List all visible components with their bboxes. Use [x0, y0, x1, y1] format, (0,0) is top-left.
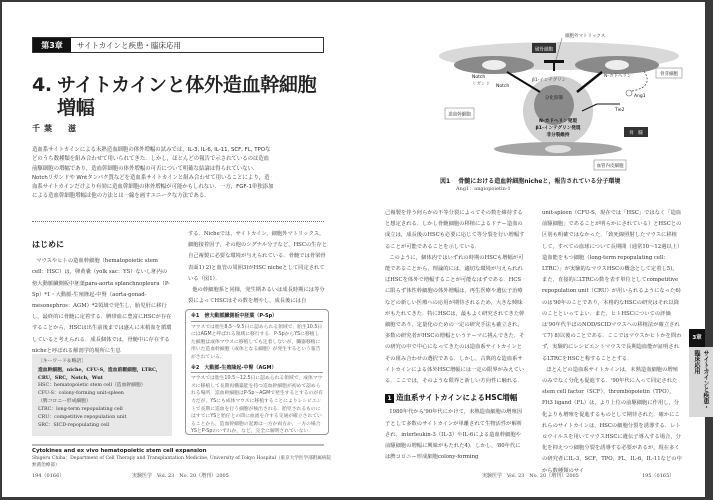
- journal-spread: [2, 2, 709, 497]
- label-osteoblast: 骨芽細胞: [660, 72, 678, 77]
- column-2: [188, 229, 328, 307]
- body-paragraph: 1980年代から'90年代にかけて，未熟造血細胞の増殖因子として多数のサイトカインが単離されて生物活性が解析され，interleukin-3（IL-3）やIL-6による造血幹細胞や前駆細胞の増幅に興味がもたれた4)．しかし，'80年代には脾コロニー形成細胞colony-forming: [385, 409, 523, 461]
- keywords-terms: 造血幹細胞，niche，CFU-S，造血前駆細胞，LTRC，CRU，SRC，Notch，Wnt: [38, 367, 161, 381]
- label-ang1: Ang1: [634, 94, 646, 99]
- note-text: マウスでは胎生10.5～12.5日に認められる領域で，成体マウスに移植して長期再構築能を持つ造血幹細胞が初めて認められる場所．造血幹細胞はP-Sp～AGMで発生するとするのが有力だが，YSにも成体マウスに移植することによりレシピエントで長期に造血を行う細胞が検出される．胎児されるものにはすでにYSと胎仔との間に血流を介する交通が確立されていることから，造血幹細胞の起源は一方か両方か，一方の場合YSとP-Spのいずれか，など，完全に解明されていない．: [191, 376, 323, 435]
- ecm-bar: [544, 60, 564, 63]
- body-paragraph: このように，個体内ではいずれの時期のHSCも増幅が可能であることから，理論的には，適切な環境が与えられればHSCを体外で増幅することが可能なはずである．HCSに限らず体性幹細胞の体外増幅は，再生医療や遺伝子治療などの新しい医療への応用が期待されるため，大きな興味がもたれてきた．特にHSCは，最もよく研究されてきた幹細胞であり，定量化のための一定の研究手法も確立され，多数の研究者がHSCの増幅というテーマに挑んできた．その研究の中で中心になってきたのは造血系サイトカインとその組み合わせの選択である．しかし，古典的な造血系サイトカインによる体外HSC増幅には一定の限界がみえている．ここでは，そのような限界と新しい方向性に触れる．: [385, 254, 525, 385]
- note-text: マウスでは胎生8.5～9.5日に認められる領域で，胎生10.5日にはAGMと呼ばれる領域に移行する．P-SpからYSに移植した細胞は成体マウスに移植しても定着しないが，臓器移植に用いた造血幹細胞（成体となる細胞）が発生するという報告がされている．: [191, 324, 323, 360]
- label-inner1: 分化抑制: [544, 96, 564, 101]
- article-number: 4.: [32, 74, 52, 96]
- label-inner2: N-カドヘリン発現: [539, 119, 577, 124]
- section-heading-1: [385, 392, 525, 403]
- abstract: 造血系サイトカインによる未熟造血細胞の体外増幅の試みでは，IL-3, IL-6, IL-11, SCF, FL, TPOなどのうち数種類を組み合わせて用いられてきた．しかし，ほとんどの報告で示されているのは造血前駆細胞の増幅であり，造血幹細胞の体外増幅の可否について明確な結論は得られていない．Notchリガンドや Wntタンパク質などを造血系サイトカインと組み合わせて用いることにより，造血系サイトカインだけより有効に造血幹細胞の体外増幅が可能かもしれない．一方，FGF-1単独添加による造血幹細胞増幅は他の方法とは一線を画すユニークな方法である．: [32, 147, 274, 200]
- section-heading-intro: はじめに: [32, 240, 64, 249]
- english-title: Cytokines and ex vivo hematopoietic stem cell expansion: [32, 448, 207, 454]
- section-title: 造血系サイトカインによるHSC増幅: [396, 393, 518, 403]
- page-number-left: 194（0166）: [32, 473, 65, 479]
- keywords-box: [32, 354, 172, 436]
- label-endothelial: 血管内皮細胞: [596, 164, 624, 169]
- abbr-item: CRU：competitive repopulation unit: [38, 415, 127, 420]
- label-osteoclast: 破骨細胞: [535, 47, 553, 53]
- article-title-line2: 増幅: [57, 97, 95, 119]
- keywords-header: ［キーワード＆略語］: [38, 359, 86, 364]
- page-number-right: 195（0165）: [642, 473, 675, 479]
- intro-paragraph-2: 他の幹細胞系と同様，発生期あるいは成長時期には等分裂によってHSCはその数を増やし，成長後には自: [188, 287, 325, 305]
- section-number: 1: [385, 394, 394, 403]
- body-paragraph: unit-spleen（CFU-S，現在では「HSC」ではなく「造血前駆細胞」であることが明らかにされている）とHSCとの区別も明確ではなかった．「致死線照射したマウスに移植して，すべての血球について長期間（通常10～12週以上）造血能をもつ細胞（long-term repopulating cell：LTRC）」が実験的なマウスHSCの概念として定着し5)，また，直接的にLTRCの数を表す単位としてcompetitive repopulation unit（CRU）が用いられるようになった6)のは'90年のことであり，本格的なHSCの研究はそれ以降のことといってよい．また，ヒトHSCについての評価は'90年代半ばのNOD/SCIDマウスへの移植法が確立されて7) 8)以後のことである．ここではマウスかヒトかを問わず，実験的にレシピエントマウスで長期造血能が証明されるLTRCをHSCと称することとする．: [542, 210, 682, 362]
- label-inner4: 非分裂維持: [546, 133, 570, 138]
- label-notch-ligand1: Notch: [472, 75, 486, 80]
- label-tie2: Tie2: [615, 108, 625, 113]
- note-title: ※2 大動脈-生殖隆起-中腎（AGM）: [191, 365, 323, 374]
- intro-continued: する．Nicheでは，サイトカイン，細胞外マトリックス，細胞接着因子，その他のシグナル分子など，HSCの生存と自己複製に必要な環境が与えられている．骨髄では骨梁骨表面1) 2)と血管の周囲3)がHSC nicheとして同定されている（図1）．: [188, 231, 328, 282]
- side-tab-number: 3章: [689, 329, 705, 347]
- label-notch: Notch: [496, 84, 510, 89]
- label-integrin: β1-インテグリン: [532, 78, 567, 83]
- label-inner3: β1-インテグリン発現: [535, 126, 581, 131]
- chapter-side-tab: [689, 329, 709, 417]
- side-tab-text: サイトカインと疾患・臨床応用: [689, 347, 713, 417]
- abbr-item: （脾コロニー形成細胞）: [38, 399, 91, 404]
- abbr-item: CFU-S：colony-forming unit-spleen: [38, 391, 124, 396]
- journal-info-left: 実験医学 Vol. 23 No. 20（増刊）2005: [132, 473, 229, 479]
- label-ncad: N-カドヘリン: [604, 74, 632, 79]
- author: 千葉 滋: [32, 124, 80, 133]
- label-notch-ligand2: リガンド: [472, 82, 490, 87]
- body-paragraph: ほとんどの造血系サイトカインは，未熟造血細胞の増殖のみでなく分化も促進する．'90年代に入って同定されたstem cell factor（SCF），thrombopoietin（TPO），Flt3 ligand（FL）は，より上位の前駆細胞に作用し，分化よりも増殖を促進するものとして期待された．確かにこれらのサイトカインは，HSCの細胞分裂を誘導する．レトロウイルスを用いてマウスHSCに遺伝子導入する場合，分化を抑えつつ細胞分裂を誘導する必要があるが，現在多くの研究者にIL-3，SCF，TPO，FL，IL-6，IL-11などの中から数種類のサイ: [542, 366, 682, 474]
- abbr-item: HSC：hematopoietic stem cell（造血幹細胞）: [38, 383, 146, 388]
- notes-box: [185, 309, 329, 435]
- figure-subcaption: Ang1：angiopoietin-1: [456, 186, 511, 192]
- chapter-title: サイトカインと疾患・臨床応用: [77, 40, 182, 50]
- footer-rule: [32, 444, 324, 446]
- figure-label: 図1: [440, 178, 451, 185]
- figure-caption-text: 骨髄における造血幹細胞nicheと，報告されている分子環境: [458, 178, 621, 185]
- ncad-arrow: [577, 72, 602, 92]
- intro-paragraph: マウスやヒトの造血幹細胞（hematopoietic stem cell：HSC）は，卵黄嚢（yolk sac：YS）ないし胚内の傍大動脈臓側板中胚葉para-aorta splanchnopleura（P-Sp）*1・大動脈-生殖隆起-中腎（aorta-gonad-mesonephros：AGM）*2領域で発生し，胎児肝に移行し，最終的に骨髄に定着する．臍帯血に豊富にHSCが存在することから，HSCは出生前後までは盛んに末梢血を循環していると考えられる．成長個体では，骨髄中に存在するnicheと呼ばれる解剖学的場所に生息: [32, 258, 172, 354]
- label-hsc: 造血幹細胞: [448, 112, 471, 118]
- nucleus-right: [605, 60, 629, 70]
- abstract-divider: [32, 221, 324, 222]
- column-3: [385, 208, 525, 463]
- chapter-number: 第3章: [33, 38, 71, 52]
- column-1: [32, 239, 172, 357]
- chapter-banner: [32, 37, 324, 53]
- nucleus-left: [482, 60, 506, 70]
- label-bone: 骨 髄: [629, 131, 643, 136]
- article-title: [32, 74, 316, 120]
- journal-info-right: 実験医学 Vol. 23 No. 20（増刊）2005: [482, 473, 579, 479]
- ang1-arrow: [632, 71, 647, 91]
- article-title-line1: サイトカインと体外造血幹細胞: [57, 74, 317, 96]
- note-title: ※1 傍大動脈臓側板中胚葉（P-Sp）: [191, 313, 323, 322]
- abbr-item: SRC：SICD-repopulating cell: [38, 423, 110, 428]
- abbr-item: LTRC：long-term repopulating cell: [38, 407, 123, 412]
- column-4: [542, 208, 682, 477]
- figure-1-diagram: [432, 27, 682, 172]
- figure-caption: [440, 176, 620, 185]
- body-paragraph: 己複製を伴う何らかの不等分裂によってその数を維持すると想定される．しかし骨髄細胞の移植によるドナー造血の成立は，成長後のHSCも必要に応じて等分裂を行い増幅することが可能であることを示している．: [385, 210, 525, 250]
- author-affiliation: Shigeru Chiba：Department of Cell Therapy and Transplantation Medicine, University of Tokyo Hospital（東京大学医学部附属病院無菌治療部）: [32, 456, 332, 468]
- label-ecm: 細胞外マトリックス: [565, 34, 606, 39]
